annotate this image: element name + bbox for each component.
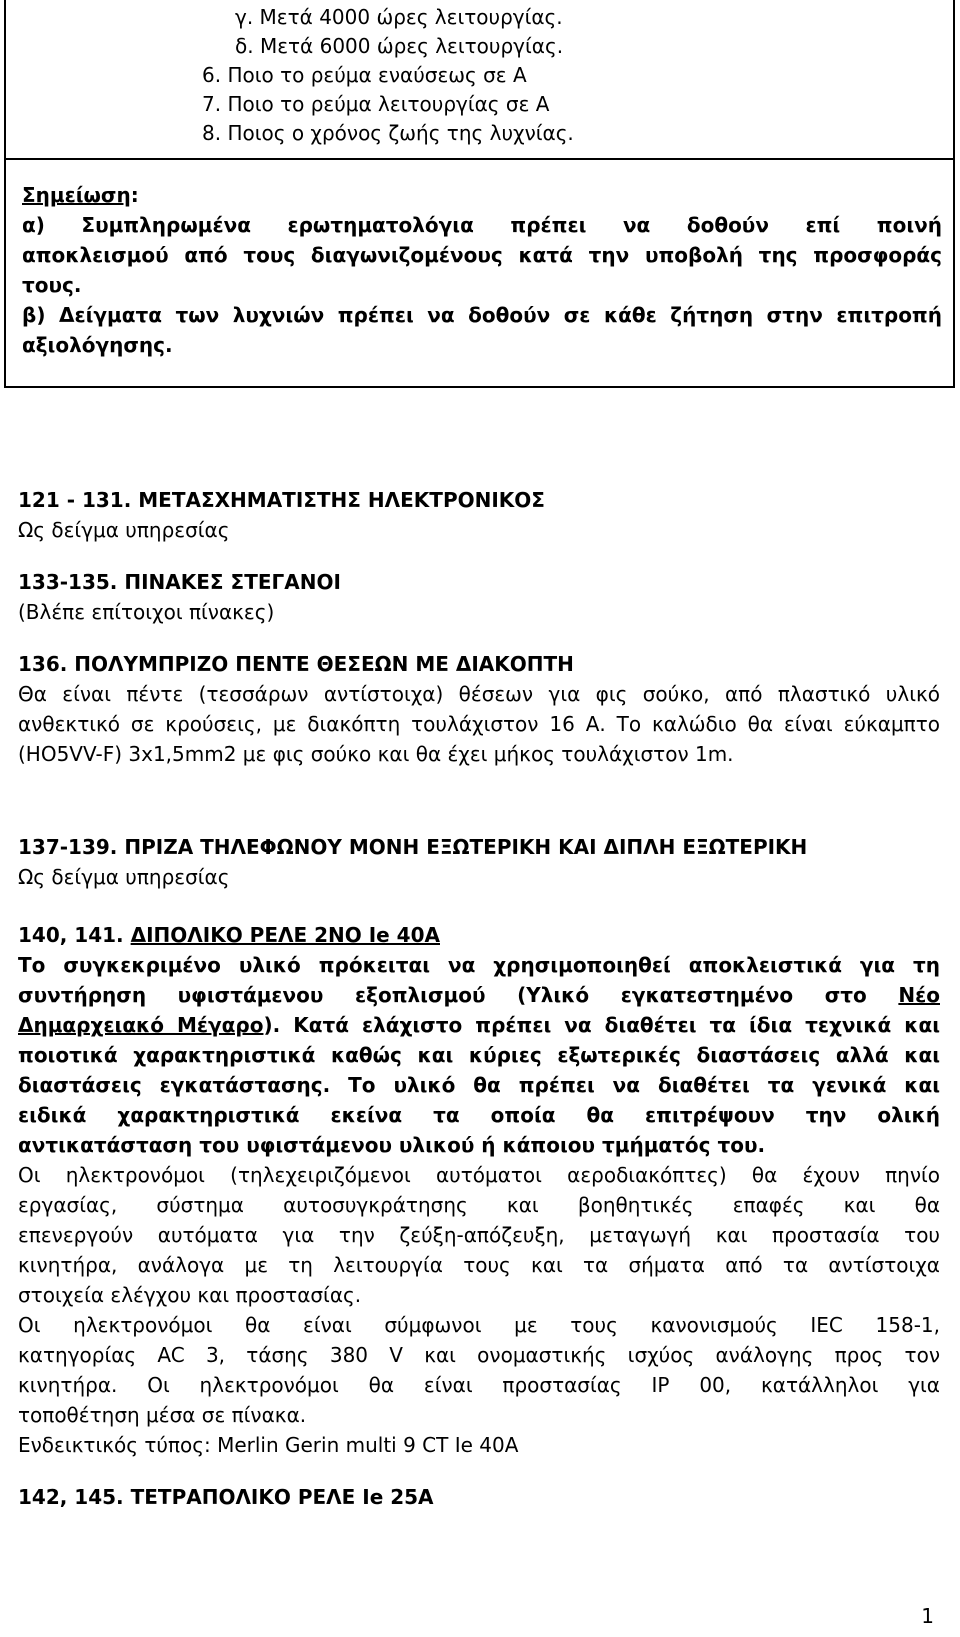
section-text-line: Θα είναι πέντε (τεσσάρων αντίστοιχα) θέσεων για φις σούκο, από πλαστικό υλικό xyxy=(18,682,940,706)
underlined-text: Νέο xyxy=(898,983,940,1007)
paragraph-line: κινητήρα. Οι ηλεκτρονόμοι θα είναι προστασίας IP 00, κατάλληλοι για xyxy=(18,1373,940,1397)
bold-text-line: αντικατάσταση του υφιστάμενου υλικού ή κάποιου τμήματός του. xyxy=(18,1133,766,1157)
section-heading-number: 137-139. xyxy=(18,835,118,859)
note-b-line: β) Δείγματα των λυχνιών πρέπει να δοθούν σε κάθε ζήτηση στην επιτροπή xyxy=(22,303,942,327)
section-heading xyxy=(18,832,940,862)
bold-text-line: ειδικά χαρακτηριστικά εκείνα τα οποία θα επιτρέψουν την ολική xyxy=(18,1103,940,1127)
paragraph-line: κατηγορίας AC 3, τάσης 380 V και ονομαστικής ισχύος ανάλογης προς τον xyxy=(18,1343,940,1367)
bold-text-line xyxy=(18,980,940,1010)
paragraph-line: Οι ηλεκτρονόμοι θα είναι σύμφωνοι με τους κανονισμούς IEC 158-1, xyxy=(18,1313,940,1337)
section-heading: 121 - 131. ΜΕΤΑΣΧΗΜΑΤΙΣΤΗΣ ΗΛΕΚΤΡΟΝΙΚΟΣ xyxy=(18,488,545,512)
section-heading: 133-135. ΠΙΝΑΚΕΣ ΣΤΕΓΑΝΟΙ xyxy=(18,570,341,594)
spec-table xyxy=(4,0,957,388)
table-cell-note xyxy=(4,158,955,388)
paragraph-line: στοιχεία ελέγχου και προστασίας. xyxy=(18,1283,362,1307)
section-heading: 136. ΠΟΛΥΜΠΡΙΖΟ ΠΕΝΤΕ ΘΕΣΕΩΝ ΜΕ ΔΙΑΚΟΠΤΗ xyxy=(18,652,574,676)
paragraph-line: Οι ηλεκτρονόμοι (τηλεχειριζόμενοι αυτόματοι αεροδιακόπτες) θα έχουν πηνίο xyxy=(18,1163,940,1187)
note-heading xyxy=(22,180,942,210)
section-text: Ως δείγμα υπηρεσίας xyxy=(18,865,230,889)
bold-text-line: διαστάσεις εγκατάστασης. Το υλικό θα πρέπει να διαθέτει τα γενικά και xyxy=(18,1073,940,1097)
type-line: Ενδεικτικός τύπος: Merlin Gerin multi 9 CT Ie 40A xyxy=(18,1433,519,1457)
section-heading: 142, 145. ΤΕΤΡΑΠΟΛΙΚΟ ΡΕΛΕ Ie 25A xyxy=(18,1485,434,1509)
paragraph-line: κινητήρα, ανάλογα με τη λειτουργία τους και τα σήματα από τα αντίστοιχα xyxy=(18,1253,940,1277)
bold-text-segment: συντήρηση υφιστάμενου εξοπλισμού (Υλικό εγκατεστημένο στο xyxy=(18,983,867,1007)
note-title: Σημείωση xyxy=(22,183,131,207)
note-a-line: α) Συμπληρωμένα ερωτηματολόγια πρέπει να δοθούν επί ποινή xyxy=(22,213,942,237)
section-137-139 xyxy=(18,832,940,892)
section-text-line: ανθεκτικό σε κρούσεις, με διακόπτη τουλάχιστον 16 Α. Το καλώδιο θα είναι εύκαμπτο xyxy=(18,712,940,736)
section-140-141 xyxy=(18,920,940,1460)
section-142-145 xyxy=(18,1482,940,1512)
section-heading-title: ΠΡΙΖΑ ΤΗΛΕΦΩΝΟΥ ΜΟΝΗ ΕΞΩΤΕΡΙΚΗ ΚΑΙ ΔΙΠΛΗ ΕΞΩΤΕΡΙΚΗ xyxy=(124,835,808,859)
page-number: 1 xyxy=(921,1604,934,1628)
note-a-line: αποκλεισμού από τους διαγωνιζομένους κατά την υποβολή της προσφοράς xyxy=(22,243,942,267)
section-heading xyxy=(18,920,940,950)
table-cell-list xyxy=(4,0,955,160)
paragraph-line: εργασίας, σύστημα αυτοσυγκράτησης και βοηθητικές επαφές και θα xyxy=(18,1193,940,1217)
note-title-colon: : xyxy=(130,183,139,207)
section-text: (Βλέπε επίτοιχοι πίνακες) xyxy=(18,600,275,624)
section-136 xyxy=(18,649,940,769)
bold-text-line xyxy=(18,1010,940,1040)
note-block xyxy=(22,180,942,360)
bold-text-segment: ). Κατά ελάχιστο πρέπει να διαθέτει τα ίδια τεχνικά και xyxy=(263,1013,940,1037)
note-a-line: τους. xyxy=(22,273,82,297)
list-item-8: 8. Ποιος ο χρόνος ζωής της λυχνίας. xyxy=(202,121,574,145)
paragraph-line: επενεργούν αυτόματα για την ζεύξη-απόζευξη, μεταγωγή και προστασία του xyxy=(18,1223,940,1247)
list-item-g: γ. Μετά 4000 ώρες λειτουργίας. xyxy=(235,5,563,29)
list-item-6: 6. Ποιο το ρεύμα εναύσεως σε Α xyxy=(202,63,527,87)
bold-text-line: Το συγκεκριμένο υλικό πρόκειται να χρησιμοποιηθεί αποκλειστικά για τη xyxy=(18,953,940,977)
underlined-text: Δημαρχειακό Μέγαρο xyxy=(18,1013,264,1037)
note-b-line: αξιολόγησης. xyxy=(22,333,173,357)
list-item-7: 7. Ποιο το ρεύμα λειτουργίας σε Α xyxy=(202,92,550,116)
section-heading-title: ΔΙΠΟΛΙΚΟ ΡΕΛΕ 2ΝΟ Ie 40A xyxy=(130,923,440,947)
section-121-131 xyxy=(18,485,940,545)
bold-text-line: ποιοτικά χαρακτηριστικά καθώς και κύριες εξωτερικές διαστάσεις αλλά και xyxy=(18,1043,940,1067)
paragraph-line: τοποθέτηση μέσα σε πίνακα. xyxy=(18,1403,307,1427)
section-text: Ως δείγμα υπηρεσίας xyxy=(18,518,230,542)
section-133-135 xyxy=(18,567,940,627)
section-text-line: (HO5VV-F) 3x1,5mm2 με φις σούκο και θα έχει μήκος τουλάχιστον 1m. xyxy=(18,742,734,766)
section-heading-number: 140, 141. xyxy=(18,923,124,947)
list-item-d: δ. Μετά 6000 ώρες λειτουργίας. xyxy=(235,34,564,58)
